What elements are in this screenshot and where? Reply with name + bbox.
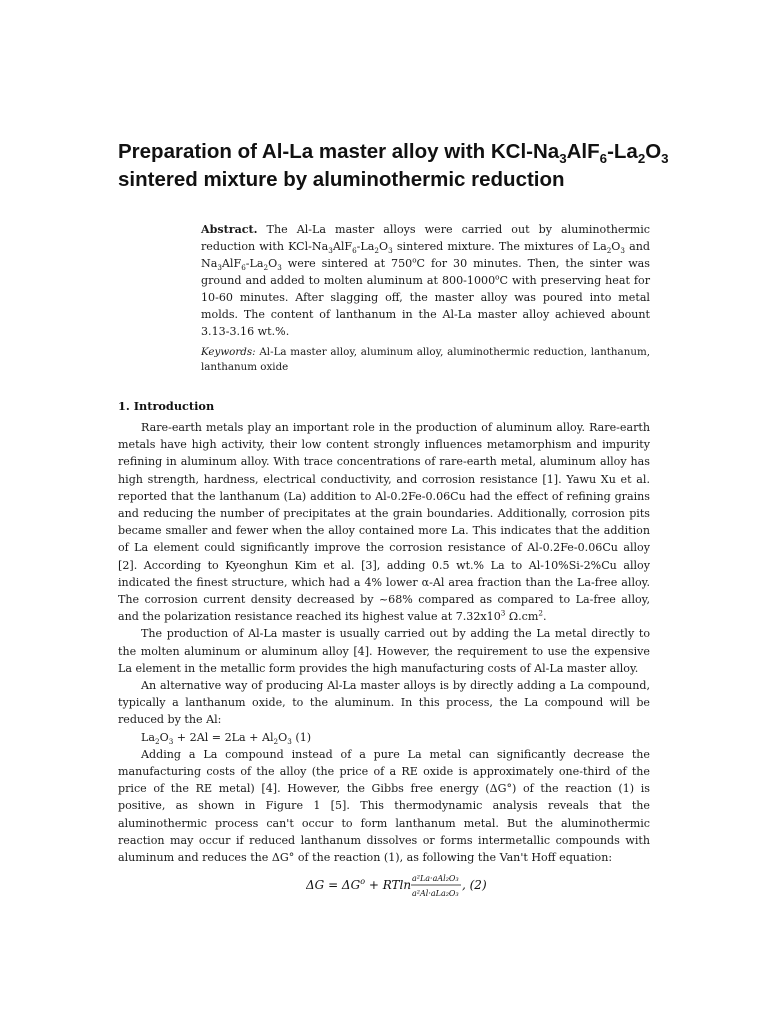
equation-2-lhs: $\Delta G = \Delta G^o + RTln$ [306,877,412,892]
keywords: Keywords: Al-La master alloy, aluminum alloy, aluminothermic reduction, lanthanum, lanthanum oxide [201,346,650,373]
equation-2-denominator: a²Al·aLa₂O₃ [412,889,459,898]
equation-2-label: , (2) [462,878,487,892]
paper-title: Preparation of Al-La master alloy with KCl-$Na_3AlF_6-La_2O_3$ sintered mixture by aluminothermic reduction [118,140,669,191]
equation-2 [306,870,506,906]
intro-paragraph-4: Adding a La compound instead of a pure La metal can significantly decrease the manufacturing costs of the alloy (the price of a RE oxide is approximately one-third of the price of the RE metal) [4]. However, the Gibbs free energy (ΔG°) of the reaction (1) is positive, as shown in Figure 1 [5]. This thermodynamic analysis reveals that the aluminothermic process can't occur to form lanthanum metal. But the aluminothermic reaction may occur if reduced lanthanum dissolves or forms intermetallic compounds with aluminum and reduces the ΔG° of the reaction (1), as following the Van't Hoff equation: [118,747,650,865]
keywords-label: Keywords: [201,346,256,358]
introduction-body [118,419,650,866]
intro-paragraph-3: An alternative way of producing Al-La master alloys is by directly adding a La compound, typically a lanthanum oxide, to the aluminum. In this process, the La compound will be reduced by the Al: [118,679,650,727]
section-heading: 1. Introduction [118,399,215,413]
intro-paragraph-2: The production of Al-La master is usually carried out by adding the La metal directly to the molten aluminum or aluminum alloy [4]. However, the requirement to use the expensive La element in the metallic form provides the high manufacturing costs of Al-La master alloy. [118,627,650,675]
abstract-label: Abstract. [201,223,258,236]
intro-paragraph-1: Rare-earth metals play an important role in the production of aluminum alloy. Rare-earth metals have high activity, their low content strongly influences metamorphism and impurity refining in aluminum alloy. With trace concentrations of rare-earth metal, aluminum alloy has high strength, hardness, electrical conductivity, and corrosion resistance [1]. Yawu Xu et al. reported that the lanthanum (La) addition to Al-0.2Fe-0.06Cu had the effect of refining grains and reducing the number of precipitates at the grain boundaries. Additionally, corrosion pits became smaller and fewer when the alloy contained more La. This indicates that the addition of La element could significantly improve the corrosion resistance of Al-0.2Fe-0.06Cu alloy [2]. According to Kyeonghun Kim et al. [3], adding 0.5 wt.% La to Al-10%Si-2%Cu alloy indicated the finest structure, which had a 4% lower α-Al area fraction than the La-free alloy. The corrosion current density decreased by ~68% compared as compared to La-free alloy, and the polarization resistance reached its highest value at $7.32x10^3$ $\Omega.cm^2$. [118,421,650,624]
equation-2-numerator: a²La·aAl₂O₃ [412,874,459,883]
abstract: Abstract. The Al-La master alloys were carried out by aluminothermic reduction with KCl-$Na_3AlF_6-La_2O_3$ sintered mixture. The mixtures of $La_2O_3$ and $Na_3AlF_6-La_2O_3$ were sintered at 750$^o$C for 30 minutes. Then, the sinter was ground and added to molten aluminum at 800-1000$^o$C with preserving heat for 10-60 minutes. After slagging off, the master alloy was poured into metal molds. The content of lanthanum in the Al-La master alloy achieved abount 3.13-3.16 wt.%. [201,223,650,338]
equation-1: $La_2O_3 + 2Al = 2La + Al_2O_3$ (1) [141,730,312,746]
